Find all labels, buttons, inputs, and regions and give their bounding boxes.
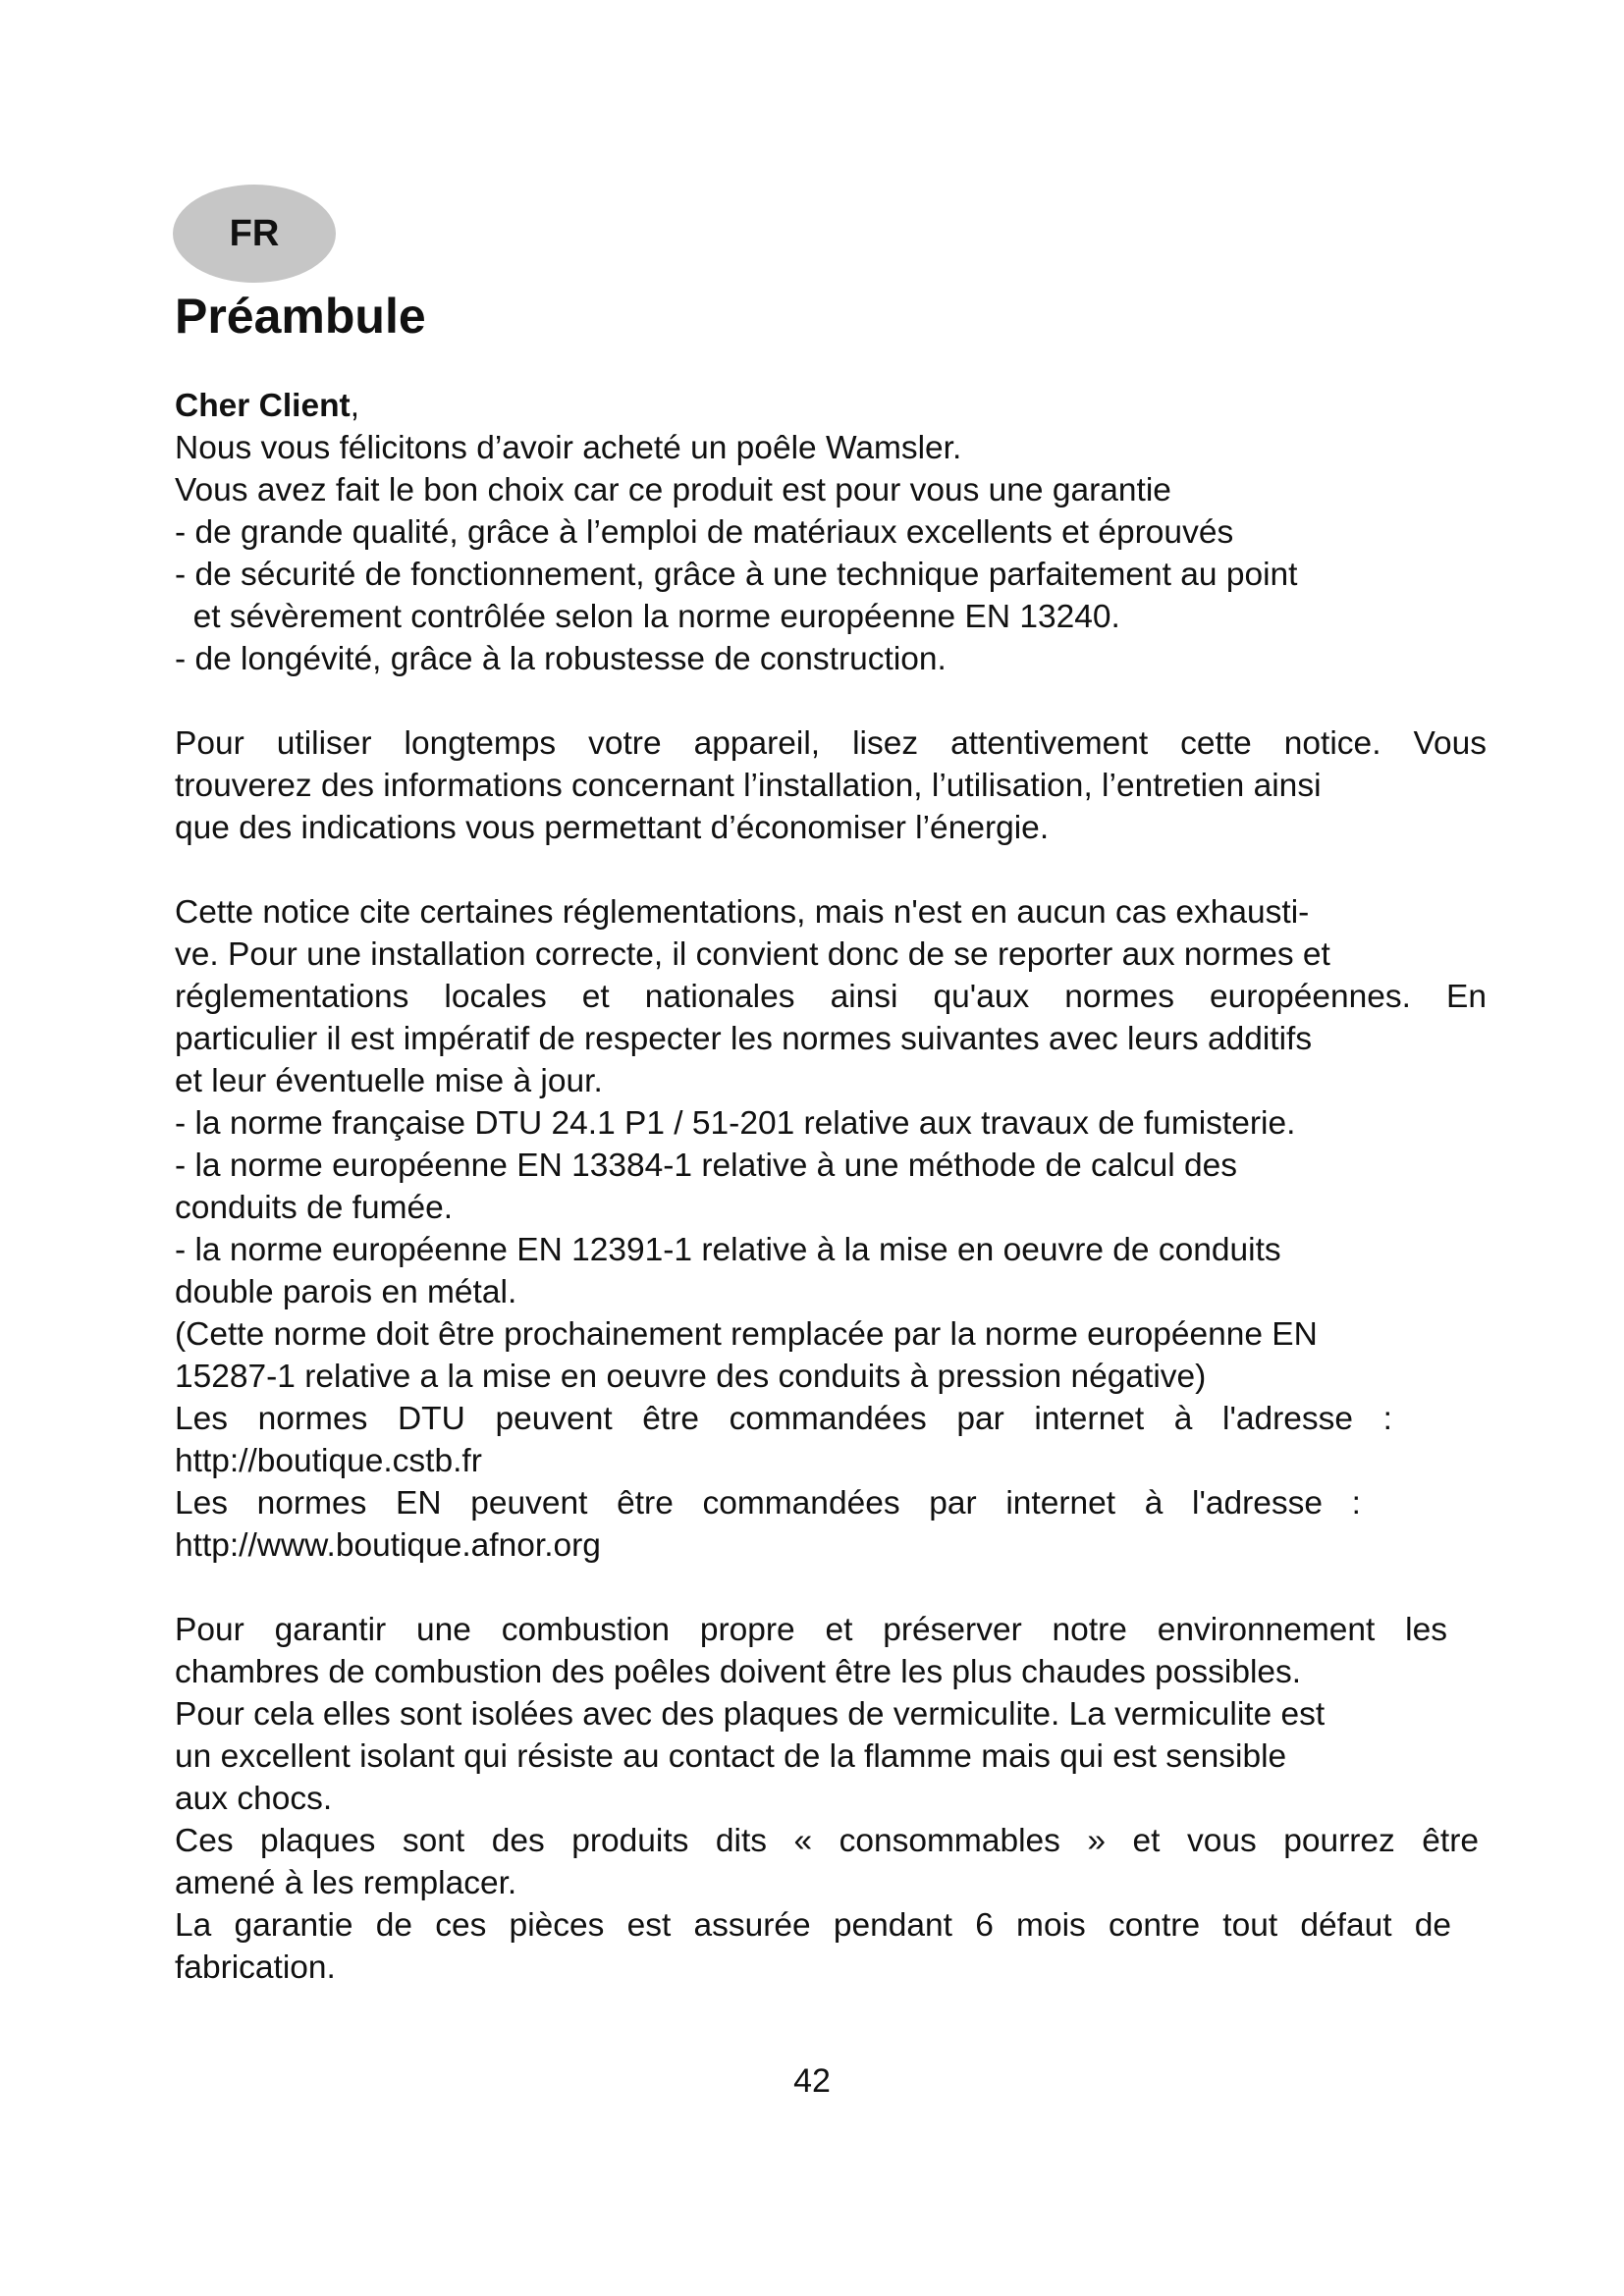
- regulations-line: (Cette norme doit être prochainement remplacée par la norme européenne EN: [175, 1316, 1318, 1353]
- notice-line: que des indications vous permettant d’économiser l’énergie.: [175, 810, 1050, 846]
- intro-item: et sévèrement contrôlée selon la norme européenne EN 13240.: [175, 599, 1120, 635]
- page-number: 42: [793, 2062, 831, 2100]
- regulations-line: - la norme française DTU 24.1 P1 / 51-201 relative aux travaux de fumisterie.: [175, 1105, 1296, 1142]
- combustion-paragraph: [175, 1609, 1487, 1989]
- language-badge-label: FR: [229, 212, 280, 254]
- regulations-line: et leur éventuelle mise à jour.: [175, 1063, 603, 1099]
- dtu-order-line: Les normes DTU peuvent être commandées par internet à l'adresse :: [175, 1401, 1392, 1437]
- intro-item: - de sécurité de fonctionnement, grâce à une technique parfaitement au point: [175, 557, 1298, 593]
- regulations-line: 15287-1 relative a la mise en oeuvre des conduits à pression négative): [175, 1359, 1207, 1395]
- regulations-line: Cette notice cite certaines réglementations, mais n'est en aucun cas exhausti-: [175, 894, 1310, 931]
- notice-line: trouverez des informations concernant l’installation, l’utilisation, l’entretien ainsi: [175, 768, 1322, 804]
- combustion-line: Pour cela elles sont isolées avec des plaques de vermiculite. La vermiculite est: [175, 1696, 1326, 1733]
- page-title: Préambule: [175, 289, 426, 344]
- greeting: [175, 385, 1487, 427]
- combustion-line: fabrication.: [175, 1949, 336, 1986]
- greeting-name: Cher Client: [175, 388, 351, 424]
- combustion-line: La garantie de ces pièces est assurée pendant 6 mois contre tout défaut de: [175, 1907, 1451, 1944]
- greeting-section: [175, 385, 1487, 680]
- afnor-link[interactable]: http://www.boutique.afnor.org: [175, 1527, 601, 1564]
- combustion-line: amené à les remplacer.: [175, 1865, 517, 1901]
- combustion-line: un excellent isolant qui résiste au contact de la flamme mais qui est sensible: [175, 1738, 1287, 1775]
- regulations-line: particulier il est impératif de respecter les normes suivantes avec leurs additifs: [175, 1021, 1313, 1057]
- combustion-line: Pour garantir une combustion propre et préserver notre environnement les: [175, 1612, 1447, 1648]
- combustion-line: chambres de combustion des poêles doivent être les plus chaudes possibles.: [175, 1654, 1302, 1690]
- regulations-line: ve. Pour une installation correcte, il convient donc de se reporter aux normes et: [175, 936, 1330, 973]
- combustion-line: Ces plaques sont des produits dits « consommables » et vous pourrez être: [175, 1823, 1479, 1859]
- paragraph-gap: [175, 680, 1487, 722]
- regulations-line: réglementations locales et nationales ainsi qu'aux normes européennes. En: [175, 979, 1487, 1015]
- greeting-punct: ,: [350, 388, 360, 424]
- paragraph-gap: [175, 849, 1487, 891]
- regulations-paragraph: [175, 891, 1487, 1567]
- en-order-line: Les normes EN peuvent être commandées par internet à l'adresse :: [175, 1485, 1361, 1522]
- dtu-link[interactable]: http://boutique.cstb.fr: [175, 1443, 482, 1479]
- notice-paragraph: [175, 722, 1487, 849]
- intro-choice: Vous avez fait le bon choix car ce produit est pour vous une garantie: [175, 472, 1171, 508]
- intro-item: - de longévité, grâce à la robustesse de construction.: [175, 641, 947, 677]
- regulations-line: double parois en métal.: [175, 1274, 517, 1310]
- combustion-line: aux chocs.: [175, 1781, 333, 1817]
- language-badge: [173, 185, 336, 283]
- regulations-line: conduits de fumée.: [175, 1190, 454, 1226]
- intro-item: - de grande qualité, grâce à l’emploi de matériaux excellents et éprouvés: [175, 514, 1234, 551]
- paragraph-gap: [175, 1567, 1487, 1609]
- intro-congrats: Nous vous félicitons d’avoir acheté un poêle Wamsler.: [175, 430, 962, 466]
- document-body: [175, 385, 1487, 1989]
- regulations-line: - la norme européenne EN 13384-1 relative à une méthode de calcul des: [175, 1148, 1237, 1184]
- regulations-line: - la norme européenne EN 12391-1 relative à la mise en oeuvre de conduits: [175, 1232, 1281, 1268]
- notice-line: Pour utiliser longtemps votre appareil, lisez attentivement cette notice. Vous: [175, 725, 1487, 762]
